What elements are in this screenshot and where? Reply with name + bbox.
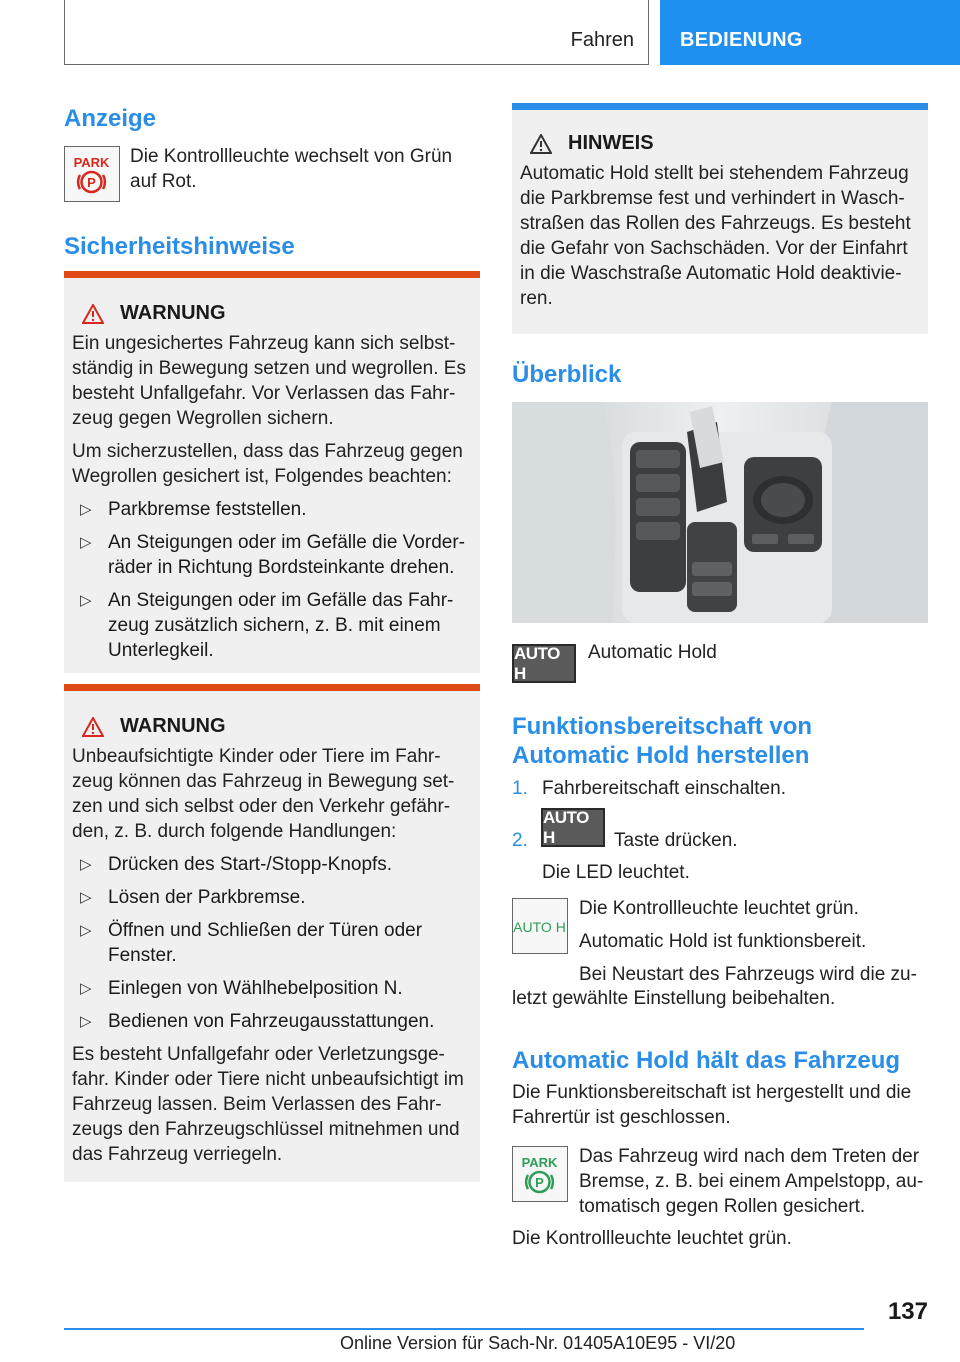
bullet-triangle-icon: ▷: [80, 1013, 92, 1030]
notice-triangle-icon: [530, 134, 552, 154]
haelt-text: Die Funktionsbereitschaft ist hergestellt und die Fahrertür ist geschlossen.: [512, 1082, 912, 1128]
footer-divider: [64, 1328, 864, 1330]
warning-title-1: WARNUNG: [72, 302, 472, 325]
auto-hold-label: Automatic Hold: [588, 642, 717, 663]
list-item: ▷ Parkbremse feststellen.: [80, 499, 307, 520]
bullet-triangle-icon: ▷: [80, 856, 92, 873]
header-chapter-label: BEDIENUNG: [680, 29, 803, 51]
bullet-triangle-icon: ▷: [80, 534, 92, 551]
footer-online-version: Online Version für Sach-Nr. 01405A10E95 - VI/20: [340, 1333, 736, 1353]
auto-hold-button-icon: AUTO H: [512, 644, 576, 683]
warning-1-paragraph-1: Ein ungesichertes Fahrzeug kann sich selbst-ständig in Bewegung setzen und wegrollen. Es besteht Unfallgefahr. Vor Verlassen das Fahr-zeug gegen Wegrollen sichern.: [72, 333, 466, 429]
header-section-label: Fahren: [570, 29, 634, 51]
hinweis-box: [512, 103, 928, 334]
step-2-text: Taste drücken.: [614, 830, 738, 851]
funktion-heading: Funktionsbereitschaft von Automatic Hold herstellen: [512, 713, 813, 769]
list-item: ▷ Einlegen von Wählhebelposition N.: [80, 978, 403, 999]
sicherheit-heading: Sicherheitshinweise: [64, 233, 295, 260]
list-item: ▷ An Steigungen oder im Gefälle die Vorder-räder in Richtung Bordsteinkante drehen.: [80, 532, 465, 578]
bullet-triangle-icon: ▷: [80, 889, 92, 906]
list-item: ▷ Lösen der Parkbremse.: [80, 887, 306, 908]
bullet-triangle-icon: ▷: [80, 922, 92, 939]
anzeige-text: Die Kontrollleuchte wechselt von Grün auf Rot.: [130, 146, 453, 192]
park-icon-text: PARK: [73, 155, 110, 170]
haelt-heading: Automatic Hold hält das Fahrzeug: [512, 1047, 901, 1074]
warning-box-2: [64, 684, 480, 1182]
warning-title-2: WARNUNG: [72, 715, 472, 738]
center-console-photo: [512, 402, 928, 623]
park-brake-red-icon: [64, 146, 120, 202]
warning-triangle-icon: [82, 717, 104, 737]
list-item: ▷ Bedienen von Fahrzeugausstattungen.: [80, 1011, 435, 1032]
neustart-text-2: letzt gewählte Einstellung beibehalten.: [512, 988, 836, 1009]
led-text: Die LED leuchtet.: [542, 862, 690, 883]
treten-text: Das Fahrzeug wird nach dem Treten der Bremse, z. B. bei einem Ampelstopp, au- tomatisch gegen Rollen gesichert.: [579, 1146, 924, 1217]
anzeige-heading: Anzeige: [64, 105, 157, 132]
header-section-tab: [64, 0, 649, 65]
auto-hold-green-indicator-icon: [512, 898, 568, 954]
step-1-text: Fahrbereitschaft einschalten.: [542, 778, 786, 799]
auto-hold-button-icon-inline: AUTO H: [541, 808, 605, 847]
bullet-triangle-icon: ▷: [80, 980, 92, 997]
hinweis-paragraph: Automatic Hold stellt bei stehendem Fahrzeug die Parkbremse fest und verhindert in Wasch-straßen das Rollen des Fahrzeugs. Es besteht die Gefahr von Sachschäden. Vor der Einfahrt in die Waschstraße Automatic Hold deaktivie-ren.: [520, 163, 911, 309]
list-item: ▷ Öffnen und Schließen der Türen oder Fenster.: [80, 920, 423, 966]
warning-1-paragraph-2: Um sicherzustellen, dass das Fahrzeug gegen Wegrollen gesichert ist, Folgendes beachten:: [72, 441, 463, 487]
last-text: Die Kontrollleuchte leuchtet grün.: [512, 1228, 792, 1249]
step-1-number: 1.: [512, 778, 528, 799]
svg-text:AUTO H: AUTO H: [513, 919, 566, 935]
ueberblick-heading: Überblick: [512, 361, 622, 388]
step-2-number: 2.: [512, 830, 528, 851]
warning-triangle-icon: [82, 304, 104, 324]
bullet-triangle-icon: ▷: [80, 592, 92, 609]
warning-box-1: [64, 271, 480, 673]
funktionsbereit-text: Automatic Hold ist funktionsbereit.: [579, 931, 867, 952]
svg-text:P: P: [535, 1175, 544, 1190]
park-brake-green-icon: [512, 1146, 568, 1202]
header-chapter-tab: [660, 0, 960, 65]
list-item: ▷ Drücken des Start-/Stopp-Knopfs.: [80, 854, 393, 875]
warning-2-paragraph-1: Unbeaufsichtigte Kinder oder Tiere im Fahr-zeug können das Fahrzeug in Bewegung set-zen und sich selbst oder den Verkehr gefähr-den, z. B. durch folgende Handlungen:: [72, 746, 455, 842]
kontroll-green-text: Die Kontrollleuchte leuchtet grün.: [579, 898, 859, 919]
warning-2-paragraph-2: Es besteht Unfallgefahr oder Verletzungsge-fahr. Kinder oder Tiere nicht unbeaufsichtigt im Fahrzeug lassen. Beim Verlassen des Fahr-zeugs den Fahrzeugschlüssel mitnehmen und das Fahrzeug verriegeln.: [72, 1044, 464, 1165]
hinweis-title: HINWEIS: [520, 132, 920, 155]
page-number: 137: [887, 1298, 928, 1325]
list-item: ▷ An Steigungen oder im Gefälle das Fahr-zeug zusätzlich sichern, z. B. mit einem Unterlegkeil.: [80, 590, 454, 661]
bullet-triangle-icon: ▷: [80, 501, 92, 518]
neustart-text-1: Bei Neustart des Fahrzeugs wird die zu-: [579, 964, 917, 985]
svg-text:P: P: [87, 175, 96, 190]
svg-text:PARK: PARK: [521, 1155, 558, 1170]
